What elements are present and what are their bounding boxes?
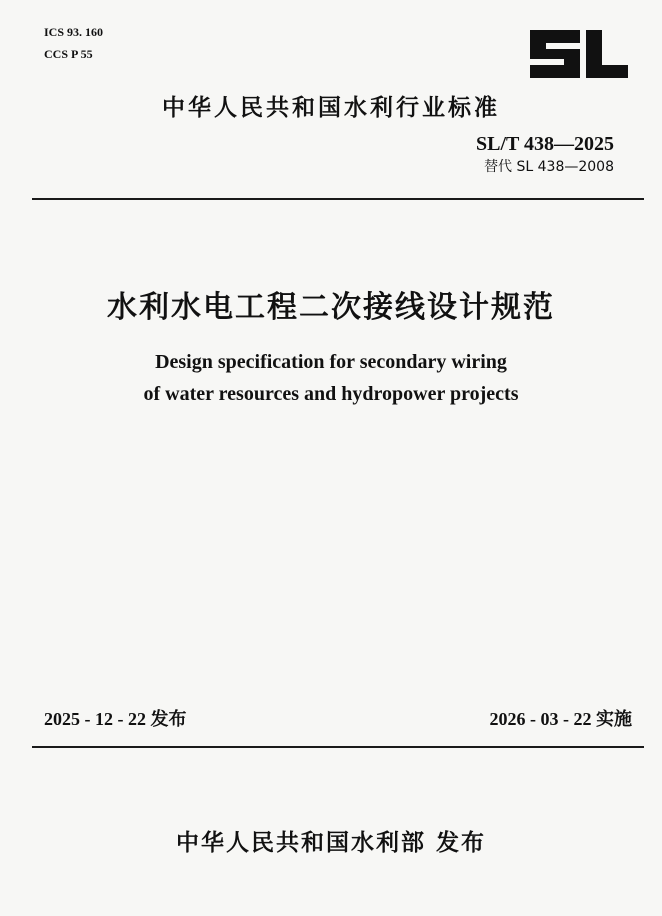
ics-code: ICS 93. 160 <box>44 25 104 39</box>
sl-logo <box>526 26 630 82</box>
replaces-standard: 替代 SL 438—2008 <box>484 159 614 175</box>
implement-label: 实施 <box>596 709 632 730</box>
standard-number: SL/T 438—2025 <box>476 133 614 155</box>
issue-date-value: 2025 - 12 - 22 <box>44 709 146 729</box>
publisher: 中华人民共和国水利部 发布 <box>175 830 486 856</box>
ccs-code: CCS P 55 <box>44 47 93 61</box>
bottom-divider <box>32 746 644 748</box>
implement-date-value: 2026 - 03 - 22 <box>489 709 592 729</box>
title-english-line1: Design specification for secondary wiring <box>155 351 507 373</box>
issue-date <box>44 706 187 733</box>
logo-letter-l <box>586 30 628 78</box>
title-chinese: 水利水电工程二次接线设计规范 <box>107 290 555 325</box>
standard-type: 中华人民共和国水利行业标准 <box>162 95 500 121</box>
top-divider <box>32 198 644 200</box>
implement-date <box>490 706 633 733</box>
issue-label: 发布 <box>150 709 187 730</box>
logo-letter-s <box>530 30 580 78</box>
title-english-line2: of water resources and hydropower projects <box>143 383 519 405</box>
